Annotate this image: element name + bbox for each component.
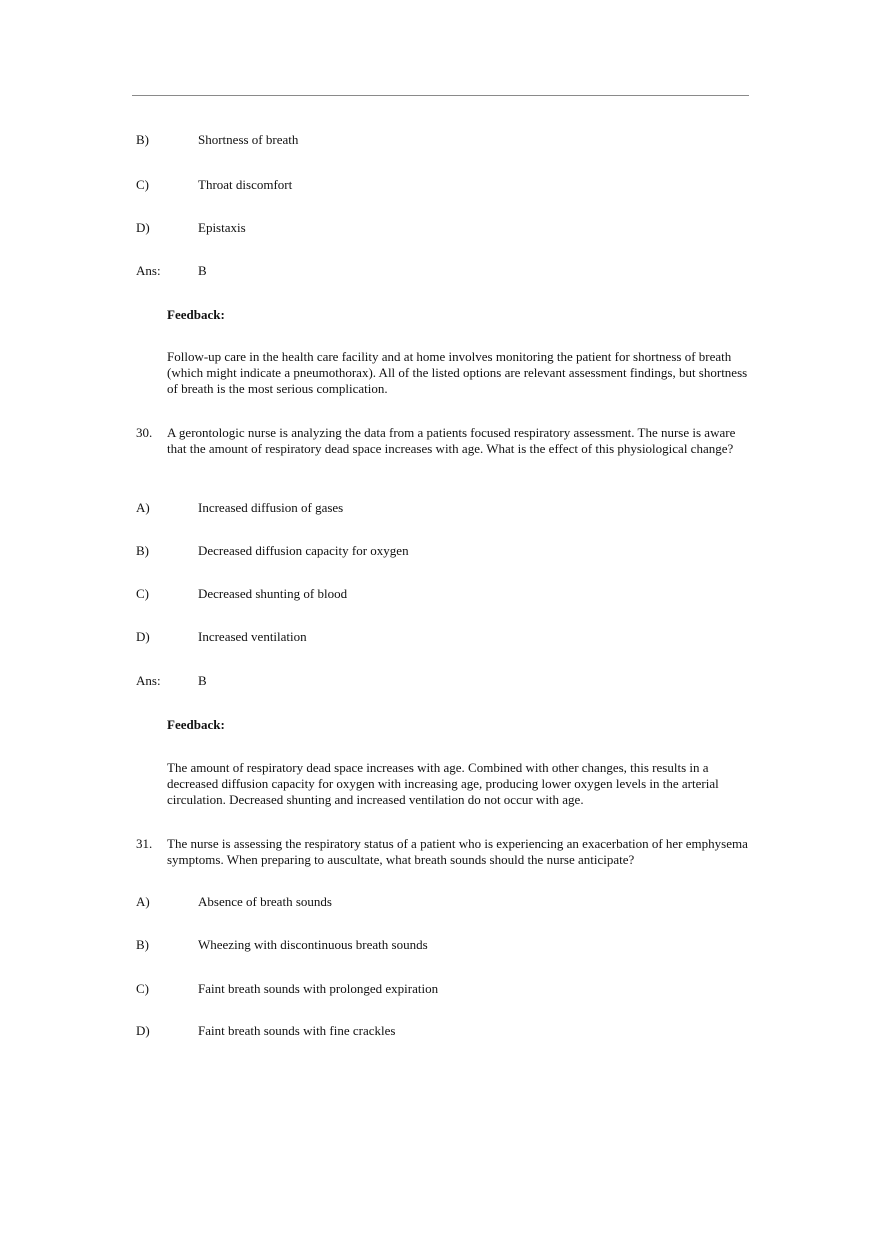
option-letter: A) xyxy=(136,500,150,515)
question-number: 30. xyxy=(136,425,153,440)
option-letter: B) xyxy=(136,132,149,147)
answer-value: B xyxy=(198,673,207,688)
option-letter: C) xyxy=(136,586,149,601)
option-text: Increased diffusion of gases xyxy=(198,500,344,515)
option-letter: C) xyxy=(136,981,149,996)
option-letter: B) xyxy=(136,937,149,952)
option-text: Wheezing with discontinuous breath sounds xyxy=(198,937,428,952)
option-letter: D) xyxy=(136,220,150,235)
option-text: Increased ventilation xyxy=(198,629,307,644)
feedback-heading: Feedback: xyxy=(167,307,225,322)
question-text: A gerontologic nurse is analyzing the data from a patients focused respiratory assessment. The nurse is aware that the amount of respiratory dead space increases with age. What is the effect of this physiological change? xyxy=(167,425,736,456)
option-text: Decreased diffusion capacity for oxygen xyxy=(198,543,409,558)
option-text: Throat discomfort xyxy=(198,177,293,192)
option-text: Faint breath sounds with prolonged expiration xyxy=(198,981,439,996)
answer-value: B xyxy=(198,263,207,278)
answer-label: Ans: xyxy=(136,673,161,688)
question-text: The nurse is assessing the respiratory status of a patient who is experiencing an exacerbation of her emphysema symptoms. When preparing to auscultate, what breath sounds should the nurse anticipate? xyxy=(167,836,748,867)
option-letter: D) xyxy=(136,1023,150,1038)
option-text: Shortness of breath xyxy=(198,132,299,147)
option-letter: A) xyxy=(136,894,150,909)
option-letter: B) xyxy=(136,543,149,558)
question-number: 31. xyxy=(136,836,153,851)
header-rule xyxy=(132,95,749,96)
option-text: Faint breath sounds with fine crackles xyxy=(198,1023,396,1038)
feedback-text: Follow-up care in the health care facility and at home involves monitoring the patient for shortness of breath (which might indicate a pneumothorax). All of the listed options are relevant assessment findings, but shortness of breath is the most serious complication. xyxy=(167,349,748,396)
option-text: Epistaxis xyxy=(198,220,246,235)
feedback-text: The amount of respiratory dead space increases with age. Combined with other changes, this results in a decreased diffusion capacity for oxygen with increasing age, producing lower oxygen levels in the arterial circulation. Decreased shunting and increased ventilation do not occur with age. xyxy=(167,760,719,807)
option-letter: C) xyxy=(136,177,149,192)
option-text: Decreased shunting of blood xyxy=(198,586,348,601)
feedback-heading: Feedback: xyxy=(167,717,225,732)
answer-label: Ans: xyxy=(136,263,161,278)
option-text: Absence of breath sounds xyxy=(198,894,332,909)
option-letter: D) xyxy=(136,629,150,644)
